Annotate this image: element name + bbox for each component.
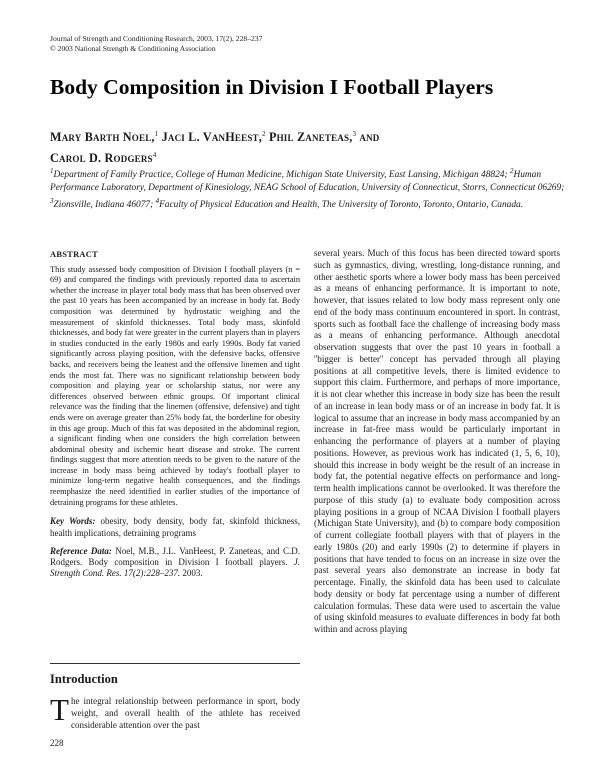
- paper-title: Body Composition in Division I Football Players: [50, 75, 494, 99]
- affil-2: Human Performance Laboratory, Department of Kinesiology, NEAG School of Education, University of Connecticut, Storrs, Connecticut 06269;: [50, 170, 565, 194]
- author-3-sup: 3: [352, 130, 357, 138]
- introduction-heading: Introduction: [50, 672, 118, 686]
- affiliations: [50, 165, 570, 213]
- affil-1-sup: 1: [50, 167, 54, 175]
- introduction-body: [50, 692, 300, 731]
- keywords: [50, 516, 300, 539]
- affil-1: Department of Family Practice, College of Human Medicine, Michigan State University, East Lansing, Michigan 48824;: [53, 170, 510, 181]
- author-list: [50, 125, 570, 167]
- author-1: Mary Barth Noel,: [50, 130, 155, 145]
- section-divider: [50, 663, 300, 664]
- affil-2-sup: 2: [509, 167, 514, 175]
- author-4: Carol D. Rodgers: [50, 151, 153, 166]
- reference-year: 2003.: [180, 568, 203, 579]
- right-column: [314, 248, 560, 636]
- affil-3-sup: 3: [50, 197, 54, 206]
- introduction-text: he integral relationship between performance in sport, body weight, and overall health of the athlete has received considerable attention over the past: [70, 696, 300, 730]
- drop-cap: T: [50, 692, 69, 727]
- affil-4-sup: 4: [155, 197, 160, 206]
- reference-journal: J. Strength Cond. Res. 17(2):228–237.: [50, 557, 300, 579]
- author-4-sup: 4: [152, 151, 157, 160]
- page-number: 228: [50, 738, 64, 748]
- author-2: Jaci L. VanHeest,: [158, 130, 262, 145]
- copyright-line: © 2003 National Strength & Conditioning Association: [50, 44, 216, 53]
- reference-label: Reference Data:: [50, 545, 112, 556]
- abstract-text: This study assessed body composition of Division I football players (n = 69) and compared the findings with previously reported data to ascertain whether the increase in player total body mass that has been observed over the past 10 years has been accompanied by an increase in body fat. Body composition was determined by hydrostatic weighing and the measurement of skinfold thicknesses. Total body mass, skinfold thicknesses, and body fat were greater in the current players than in players in studies conducted in the early 1980s and early 1990s. Body fat varied significantly across playing position, with the defensive backs, offensive backs, and receivers being the leanest and the offensive linemen and tight ends the most fat. There was no significant relationship between body composition and playing year or scholarship status, nor were any differences observed between ethnic groups. Of important clinical relevance was the finding that the linemen (offensive, defensive) and tight ends were on average greater than 25% body fat, the borderline for obesity in this age group. Much of this fat was deposited in the abdominal region, a significant finding when one considers the high correlation between abdominal obesity and ischemic heart disease and stroke. The current findings suggest that more attention needs to be given to the nature of the increase in body mass being achieved by today's football player to minimize long-term negative health consequences, and the findings reemphasize the need identified in earlier studies of the importance of detraining programs for these athletes.: [50, 264, 300, 507]
- journal-header: [50, 34, 262, 54]
- author-3: Phil Zaneteas,: [265, 130, 353, 145]
- reference-text: Noel, M.B., J.L. VanHeest, P. Zaneteas, and C.D. Rodgers. Body composition in Division I football players.: [50, 545, 301, 568]
- affil-3: Zionsville, Indiana 46077;: [53, 200, 156, 211]
- affil-4: Faculty of Physical Education and Health, The University of Toronto, Toronto, Ontario, Canada.: [159, 200, 524, 211]
- keywords-label: Key Words:: [50, 516, 96, 527]
- author-and: and: [356, 130, 380, 145]
- right-column-text: several years. Much of this focus has been directed toward sports such as gymnastics, diving, wrestling, long-distance running, and other aesthetic sports where a lower body mass has been perceived as a means of enhancing performance. It is important to note, however, that issues related to low body mass represent only one end of the body mass continuum encountered in sport. In contrast, sports such as football face the challenge of increasing body mass as a means of enhancing performance. Although anecdotal observation suggests that over the past 10 years in football a ''bigger is better'' concept has pervaded through all playing positions at all competitive levels, there is limited evidence to support this claim. Furthermore, and perhaps of more importance, it is not clear whether this increase in body size has been the result of an increase in lean body mass or of an increase in body fat. It is logical to assume that an increase in body mass accompanied by an increase in fat-free mass would be particularly important in enhancing the performance of players at a number of playing positions. However, as previous work has indicated (1, 5, 6, 10), should this increase in body weight be the result of an increase in body fat, the potential negative effects on performance and long-term health implications cannot be overlooked. It was therefore the purpose of this study (a) to evaluate body composition across playing positions in a group of NCAA Division I football players (Michigan State University), and (b) to compare body composition of current collegiate football players with that of players in the early 1980s (20) and early 1990s (2) to determine if players in positions that have tended to focus on an increase in size over the past several years also demonstrate an increase in body fat percentage. Finally, the skinfold data has been used to calculate body density or body fat percentage using a number of different calculation formulas. These data were used to ascertain the value of using skinfold measures to evaluate differences in body fat both within and across playing: [314, 248, 560, 634]
- author-2-sup: 2: [262, 130, 266, 138]
- journal-citation-line: Journal of Strength and Conditioning Research, 2003, 17(2), 228–237: [50, 34, 263, 43]
- left-column: [50, 250, 300, 580]
- keywords-text: obesity, body density, body fat, skinfold thickness, health implications, detraining programs: [50, 516, 300, 538]
- reference-data: [50, 546, 300, 580]
- abstract-heading: ABSTRACT: [50, 250, 99, 259]
- abstract-body: [50, 265, 300, 509]
- author-1-sup: 1: [154, 130, 159, 138]
